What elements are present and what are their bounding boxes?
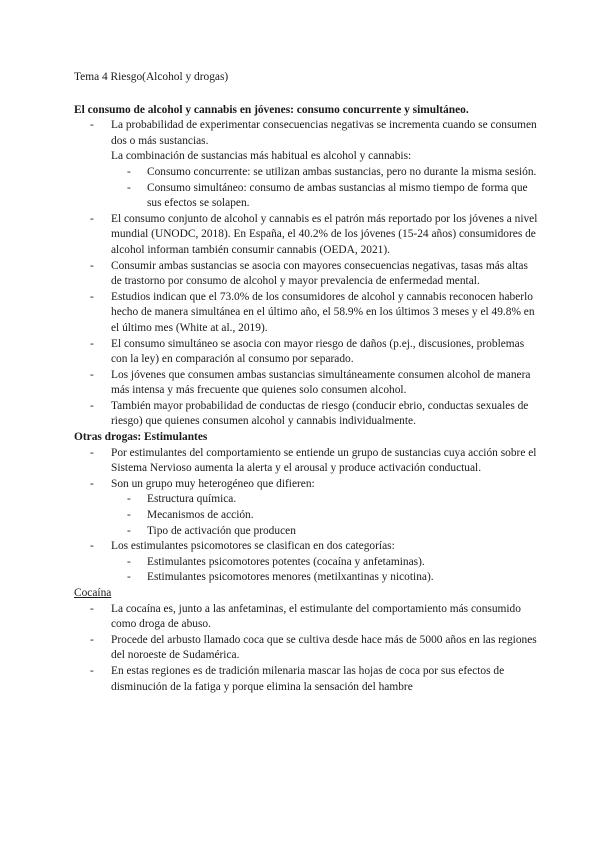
list-item-text: Los estimulantes psicomotores se clasifican en dos categorías: (111, 540, 395, 553)
bullet-dash: - (90, 399, 94, 412)
section2-list (74, 446, 540, 586)
bullet-dash: - (90, 540, 94, 553)
bullet-dash: - (90, 337, 94, 350)
sub-list-item (74, 165, 540, 181)
bullet-dash: - (90, 446, 94, 459)
list-item (74, 539, 540, 555)
bullet-dash: - (90, 602, 94, 615)
sub-list-item-text: Consumo simultáneo: consumo de ambas sustancias al mismo tiempo de forma que sus efectos se solapen. (147, 181, 528, 210)
list-item (74, 368, 540, 399)
sub-list-item (74, 508, 540, 524)
bullet-dash: - (127, 509, 131, 522)
section-heading-cocaina: Cocaína (74, 587, 112, 599)
bullet-dash: - (90, 664, 94, 677)
sub-list-item (74, 570, 540, 586)
bullet-dash: - (127, 165, 131, 178)
section-heading-alcohol-cannabis: El consumo de alcohol y cannabis en jóvenes: consumo concurrente y simultáneo. (74, 103, 469, 116)
section-heading-estimulantes: Otras drogas: Estimulantes (74, 431, 208, 444)
list-item-text: La combinación de sustancias más habitual es alcohol y cannabis: (111, 150, 412, 163)
list-item-text: Estudios indican que el 73.0% de los consumidores de alcohol y cannabis reconocen haberlo hecho de manera simultánea en el último año, el 58.9% en los últimos 3 meses y el 49.8% en el último mes (White at al., 2019). (111, 290, 535, 334)
sub-list-item-text: Estructura química. (147, 493, 237, 506)
list-item-text: Por estimulantes del comportamiento se entiende un grupo de sustancias cuya acción sobre el Sistema Nervioso aumenta la alerta y el arousal y produce activación conductual. (111, 446, 537, 475)
list-item-text: El consumo conjunto de alcohol y cannabis es el patrón más reportado por los jóvenes a nivel mundial (UNODC, 2018). En España, el 40.2% de los jóvenes (15-24 años) consumidores de alcohol informan también consumir cannabis (OEDA, 2021). (111, 212, 538, 256)
bullet-dash: - (127, 493, 131, 506)
section3-list (74, 602, 540, 696)
sub-list-item-text: Mecanismos de acción. (147, 509, 254, 522)
sub-list-item (74, 492, 540, 508)
list-item-text: Los jóvenes que consumen ambas sustancias simultáneamente consumen alcohol de manera más intensa y más frecuente que quienes solo consumen alcohol. (111, 368, 531, 397)
list-item (74, 290, 540, 337)
list-item-text: Son un grupo muy heterogéneo que difieren: (111, 477, 315, 490)
list-item (74, 259, 540, 290)
list-item (74, 446, 540, 477)
bullet-dash: - (90, 633, 94, 646)
list-item (74, 477, 540, 493)
list-item-text: El consumo simultáneo se asocia con mayor riesgo de daños (p.ej., discusiones, problemas con la ley) en comparación al consumo por separado. (111, 337, 525, 366)
list-item-text: La cocaína es, junto a las anfetaminas, el estimulante del comportamiento más consumido como droga de abuso. (111, 602, 521, 631)
bullet-dash: - (90, 119, 94, 132)
bullet-dash: - (127, 181, 131, 194)
section1-list (74, 118, 540, 430)
bullet-dash: - (90, 290, 94, 303)
sub-list-item (74, 555, 540, 571)
list-item (74, 337, 540, 368)
list-item (74, 212, 540, 259)
sub-list-item-text: Estimulantes psicomotores menores (metilxantinas y nicotina). (147, 571, 434, 584)
bullet-dash: - (90, 259, 94, 272)
list-item-text: En estas regiones es de tradición milenaria mascar las hojas de coca por sus efectos de disminución de la fatiga y porque elimina la sensación del hambre (111, 664, 505, 693)
bullet-dash: - (127, 524, 131, 537)
list-item-text: Procede del arbusto llamado coca que se cultiva desde hace más de 5000 años en las regiones del noroeste de Sudamérica. (111, 633, 537, 662)
list-item-text: Consumir ambas sustancias se asocia con mayores consecuencias negativas, tasas más altas de trastorno por consumo de alcohol y mayor prevalencia de enfermedad mental. (111, 259, 528, 288)
bullet-dash: - (127, 555, 131, 568)
list-item-text: La probabilidad de experimentar consecuencias negativas se incrementa cuando se consumen dos o más sustancias. (111, 119, 537, 147)
list-item (74, 118, 540, 149)
bullet-dash: - (127, 571, 131, 584)
bullet-dash: - (90, 368, 94, 381)
list-item (74, 664, 540, 695)
list-item-continuation (74, 149, 540, 165)
bullet-dash: - (90, 212, 94, 225)
bullet-dash: - (90, 477, 94, 490)
list-item (74, 399, 540, 430)
sub-list-item-text: Tipo de activación que producen (147, 524, 296, 537)
list-item (74, 633, 540, 664)
list-item-text: También mayor probabilidad de conductas de riesgo (conducir ebrio, conductas sexuales de riesgo) que quienes consumen alcohol y cannabis individualmente. (111, 399, 529, 428)
document-title: Tema 4 Riesgo(Alcohol y drogas) (74, 71, 229, 83)
sub-list-item-text: Consumo concurrente: se utilizan ambas sustancias, pero no durante la misma sesión. (147, 165, 537, 178)
list-item (74, 602, 540, 633)
sub-list-item (74, 524, 540, 540)
sub-list-item-text: Estimulantes psicomotores potentes (cocaína y anfetaminas). (147, 555, 425, 568)
sub-list-item (74, 181, 540, 212)
